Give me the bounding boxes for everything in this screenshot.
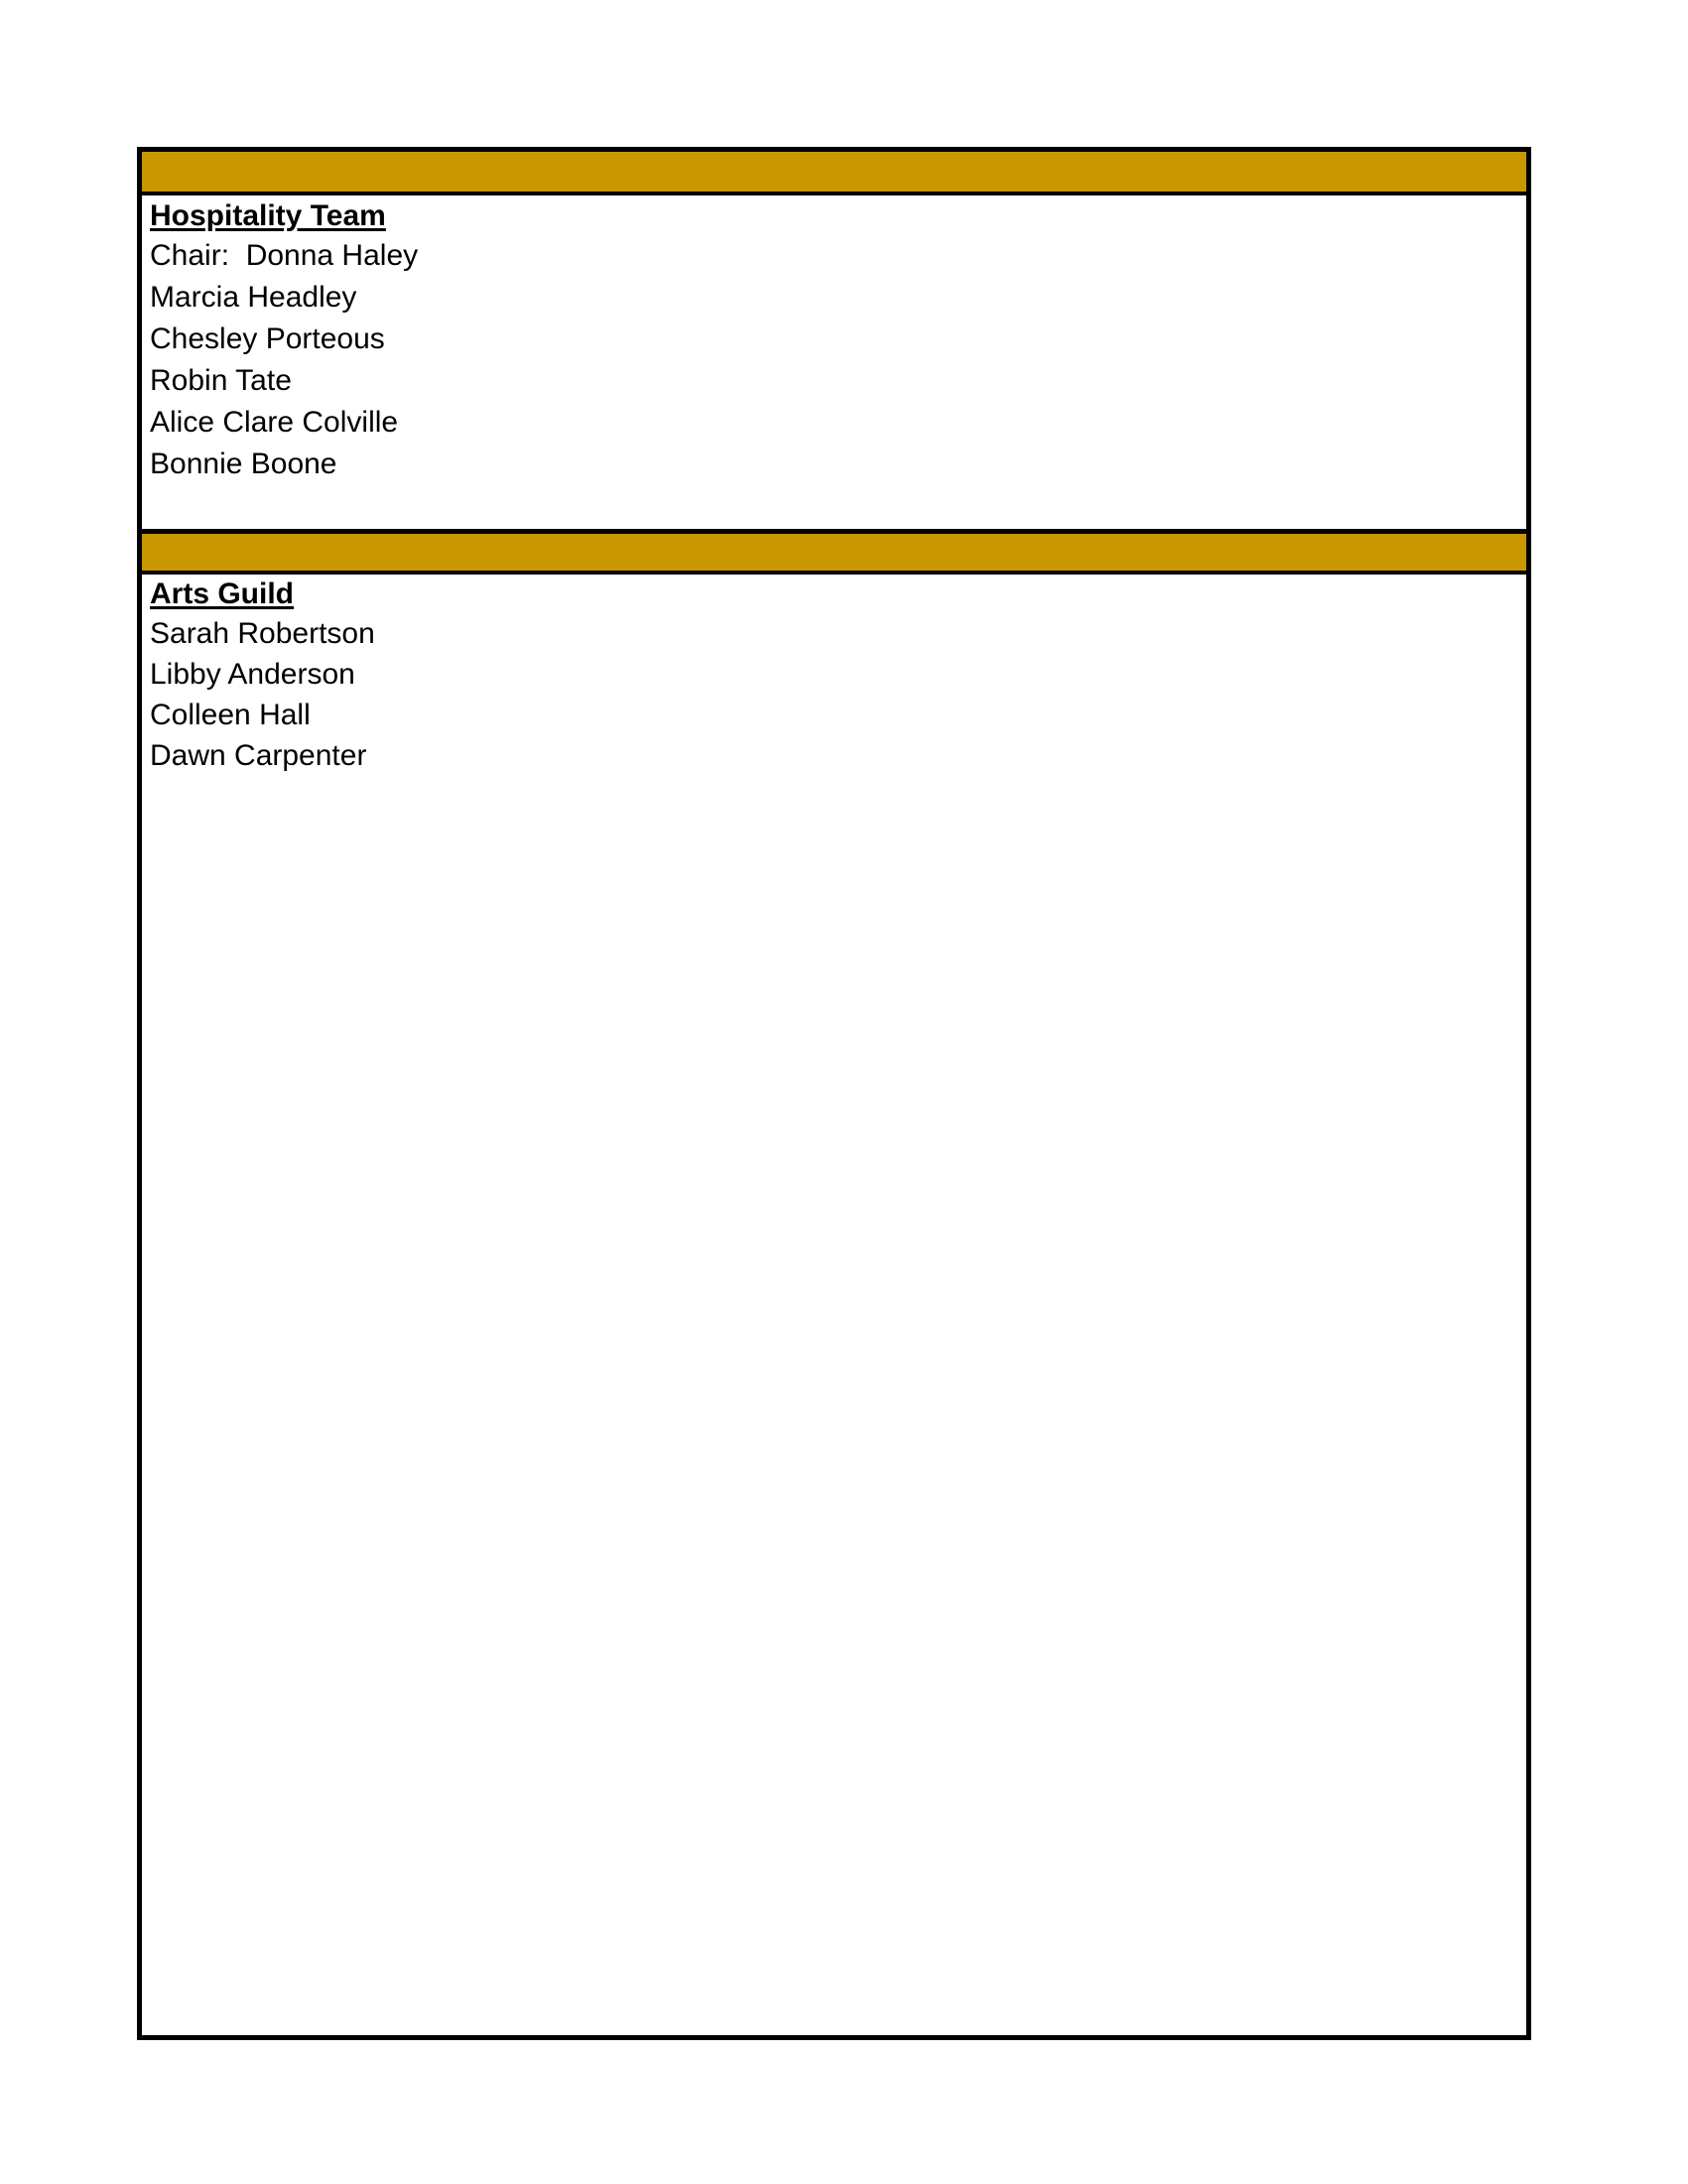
member-name: Colleen Hall: [150, 699, 311, 731]
section-header-band: [142, 152, 1526, 195]
member-name: Bonnie Boone: [150, 448, 337, 480]
member-name: Robin Tate: [150, 364, 292, 397]
arts-guild-section: [150, 576, 1518, 776]
section-header-band: [142, 529, 1526, 575]
member-name: Chair: Donna Haley: [150, 239, 419, 272]
hospitality-team-section: [150, 197, 1518, 485]
member-name: Dawn Carpenter: [150, 739, 367, 772]
member-name: Chesley Porteous: [150, 322, 385, 355]
member-name: Marcia Headley: [150, 281, 357, 314]
member-name: Sarah Robertson: [150, 617, 375, 650]
section-title: Arts Guild: [150, 578, 295, 610]
section-title: Hospitality Team: [150, 199, 386, 232]
member-name: Libby Anderson: [150, 658, 355, 691]
roster-frame: [137, 147, 1531, 2040]
member-name: Alice Clare Colville: [150, 406, 399, 439]
